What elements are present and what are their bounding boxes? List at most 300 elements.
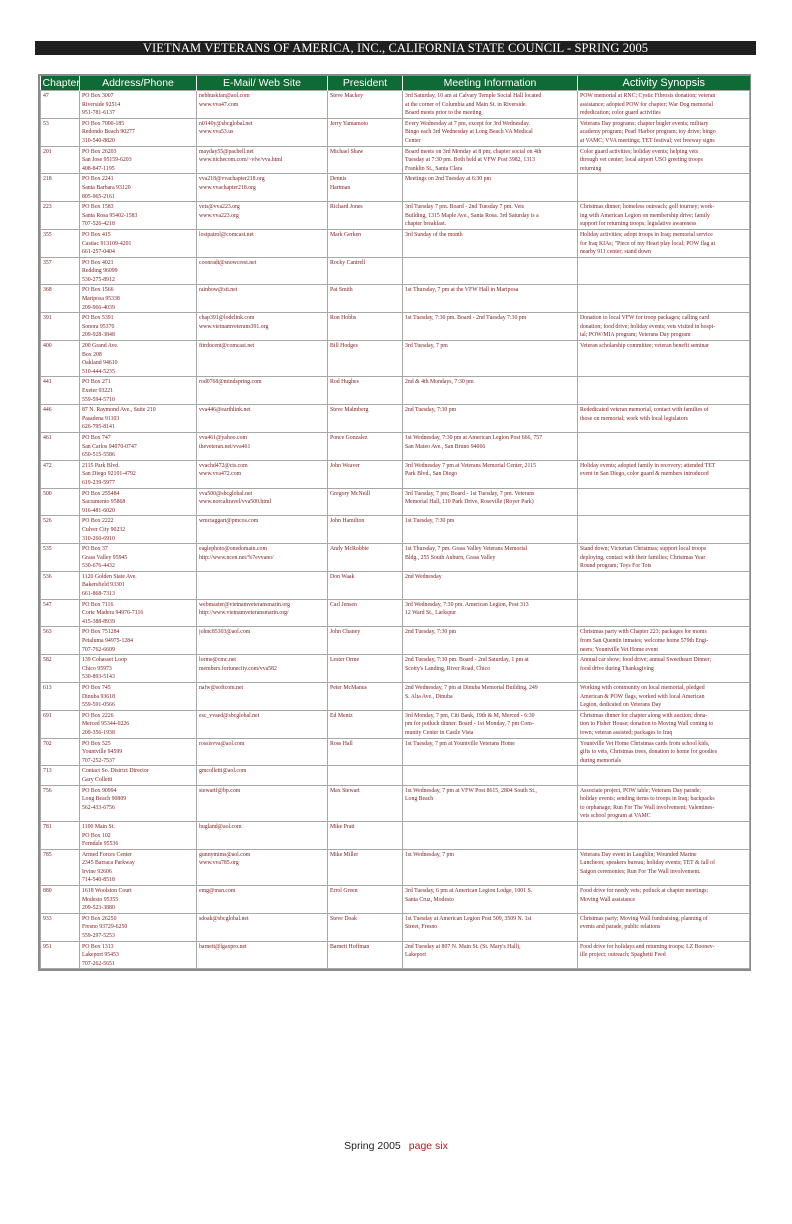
meeting-cell-line: Every Wednesday at 7 pm, except for 3rd Wednesday.	[405, 120, 531, 127]
address-cell-line: PO Box 2241	[82, 176, 114, 183]
email-cell-line: vvachd472@cts.com	[199, 462, 248, 469]
address-cell	[80, 377, 197, 405]
president-cell	[328, 913, 403, 941]
chapter-cell-value: 691	[43, 712, 52, 719]
email-cell-line: www.vva472.com	[199, 471, 242, 478]
president-cell	[328, 683, 403, 711]
email-cell	[197, 229, 328, 257]
address-cell-line: PO Box 525	[82, 740, 111, 747]
table-row	[41, 377, 750, 405]
footer-season: Spring 2005	[344, 1140, 401, 1152]
meeting-cell-line: 3rd Tuesday 7 pm. Board - 2nd Tuesday 7 pm. Vets	[405, 204, 525, 211]
president-cell-line: Steve Malmberg	[330, 407, 369, 414]
address-cell	[80, 785, 197, 821]
email-cell-line: johnc85303@aol.com	[199, 629, 251, 636]
synopsis-cell-line: Stand down; Victorian Christmas; support local troops	[580, 546, 707, 553]
meeting-cell-line: Center	[405, 137, 421, 144]
address-cell-line: PO Box 5391	[82, 315, 114, 322]
address-cell	[80, 655, 197, 683]
synopsis-cell-line: neers; Yountville Vet Home event	[580, 646, 658, 653]
chapter-cell	[41, 488, 80, 516]
synopsis-cell	[578, 285, 750, 313]
president-cell-line: Rod Hughes	[330, 379, 359, 386]
address-cell	[80, 460, 197, 488]
meeting-cell	[403, 174, 578, 202]
address-cell-line: 1100 Main St.	[82, 823, 115, 830]
president-cell-line: Ross Hall	[330, 740, 353, 747]
address-cell	[80, 313, 197, 341]
email-cell-line: sdoak@sbcglobal.net	[199, 915, 249, 922]
meeting-cell	[403, 571, 578, 599]
address-cell	[80, 544, 197, 572]
chapter-cell	[41, 118, 80, 146]
address-cell-line: Petaluma 94975-1284	[82, 638, 134, 645]
address-cell-line: Box 208	[82, 351, 102, 358]
president-cell-line: Steve Mackey	[330, 93, 363, 99]
email-cell-line: vva461@yahoo.com	[199, 434, 247, 441]
address-cell-line: 650-515-5586	[82, 452, 115, 459]
address-cell	[80, 710, 197, 738]
email-cell-line: lostpatrol@comcast.net	[199, 231, 254, 238]
meeting-cell-line: 12 Ward St., Larkspur	[405, 610, 457, 617]
address-cell-line: 87 N. Raymond Ave., Suite 210	[82, 407, 156, 414]
meeting-cell-line: 1st Wednesday, 7:30 pm at American Legion Post 666, 757	[405, 434, 543, 441]
email-cell-line: vva218@vvachapter218.org	[199, 176, 265, 183]
synopsis-cell	[578, 174, 750, 202]
synopsis-cell-line: holiday events; sending items to troops in Iraq; backpacks	[580, 796, 715, 803]
address-cell-line: 310-260-6910	[82, 535, 115, 542]
meeting-cell	[403, 655, 578, 683]
meeting-cell-line: S. Alta Ave., Dinuba	[405, 693, 453, 700]
meeting-cell	[403, 313, 578, 341]
meeting-cell	[403, 683, 578, 711]
president-cell	[328, 488, 403, 516]
address-cell	[80, 202, 197, 230]
meeting-cell	[403, 405, 578, 433]
chapter-cell	[41, 766, 80, 785]
synopsis-cell-line: food drive during Thanksgiving	[580, 665, 654, 672]
president-cell	[328, 821, 403, 849]
synopsis-cell	[578, 849, 750, 885]
synopsis-cell-line: Working with community on local memorial, pledged	[580, 685, 705, 691]
synopsis-cell-line: to orphanage; Run For The Wall involvement; Valentines-	[580, 804, 715, 811]
chapter-cell-value: 933	[43, 915, 52, 922]
synopsis-cell-line: tion to Fisher House; donation to Moving Wall coming to	[580, 721, 714, 728]
meeting-cell-line: 1st Tuesday at American Legion Post 509, 3509 N. 1st	[405, 915, 532, 922]
meeting-cell	[403, 341, 578, 377]
address-cell-line: Grass Valley 95945	[82, 554, 128, 561]
synopsis-cell	[578, 683, 750, 711]
address-cell-line: 510-444-5235	[82, 368, 115, 375]
meeting-cell-line: 1st Thursday, 7 pm at the VFW Hall in Mariposa	[405, 287, 519, 294]
president-cell	[328, 710, 403, 738]
president-cell-line: Dennis	[330, 176, 347, 183]
synopsis-cell-line: Annual car show; food drive; annual Sweetheart Dinner;	[580, 657, 712, 664]
synopsis-cell	[578, 599, 750, 627]
meeting-cell-line: 2nd Tuesday, 7:30 pm	[405, 407, 457, 414]
chapter-cell	[41, 91, 80, 119]
chapter-cell-value: 53	[43, 120, 49, 127]
header-meeting: Meeting Information	[403, 76, 578, 91]
synopsis-cell	[578, 710, 750, 738]
address-cell-line: Irvine 92606	[82, 868, 112, 875]
meeting-cell	[403, 821, 578, 849]
synopsis-cell-line: event in San Diego, color guard & members introduced	[580, 471, 709, 478]
email-cell-line: gunnymims@aol.com	[199, 851, 251, 858]
address-cell-line: PO Box 2222	[82, 518, 114, 525]
address-cell-line: PO Box 37	[82, 546, 108, 553]
address-cell-line: San Carlos 94070-0747	[82, 443, 137, 450]
chapter-cell-value: 781	[43, 823, 52, 830]
meeting-cell	[403, 432, 578, 460]
meeting-cell	[403, 285, 578, 313]
email-cell	[197, 341, 328, 377]
chapter-cell	[41, 257, 80, 285]
meeting-cell	[403, 766, 578, 785]
synopsis-cell-line: during memorials	[580, 757, 622, 764]
meeting-cell-line: 2nd & 4th Mondays, 7:30 pm	[405, 379, 474, 386]
footer-page: page six	[408, 1140, 448, 1152]
synopsis-cell	[578, 257, 750, 285]
synopsis-cell-line: Christmas dinner; homeless outreach; golf tourney; work-	[580, 204, 715, 211]
meeting-cell-line: 3rd Sunday of the month	[405, 231, 463, 238]
meeting-cell-line: Meetings on 2nd Tuesday at 6:30 pm	[405, 176, 491, 183]
address-cell-line: Contact So. District Director	[82, 768, 149, 775]
table-row	[41, 341, 750, 377]
chapter-cell-value: 547	[43, 601, 52, 608]
synopsis-cell	[578, 488, 750, 516]
meeting-cell-line: Board meets prior to the meeting	[405, 110, 482, 117]
address-cell	[80, 627, 197, 655]
synopsis-cell	[578, 432, 750, 460]
email-cell	[197, 766, 328, 785]
president-cell	[328, 229, 403, 257]
email-cell	[197, 91, 328, 119]
table-header-row	[41, 76, 750, 91]
synopsis-cell	[578, 516, 750, 544]
page-banner: VIETNAM VETERANS OF AMERICA, INC., CALIFORNIA STATE COUNCIL - SPRING 2005	[35, 41, 756, 55]
meeting-cell-line: Memorial Hall, 110 Park Drive, Roseville (Royer Park)	[405, 499, 534, 506]
address-cell-line: 626-795-8141	[82, 424, 115, 431]
president-cell	[328, 432, 403, 460]
table-row	[41, 913, 750, 941]
synopsis-cell-line: Christmas dinner for chapter along with auction; dona-	[580, 712, 708, 719]
chapter-cell-value: 500	[43, 490, 52, 497]
synopsis-cell-line: Saigon ceremonies; Run For The Wall involvement.	[580, 868, 701, 875]
synopsis-cell	[578, 229, 750, 257]
address-cell-line: Riverside 92514	[82, 101, 121, 108]
table-row	[41, 229, 750, 257]
meeting-cell	[403, 599, 578, 627]
meeting-cell-line: 3rd Wednesday 7 pm at Veterans Memorial Center, 2115	[405, 462, 537, 469]
address-cell-line: 916-481-6020	[82, 507, 115, 514]
address-cell-line: San Diego 92101-4792	[82, 471, 136, 478]
address-cell	[80, 229, 197, 257]
synopsis-cell	[578, 738, 750, 766]
address-cell-line: 530-676-4432	[82, 563, 115, 570]
chapter-cell	[41, 710, 80, 738]
synopsis-cell-line: academy program; Pearl Harbor program; toy drive; bingo	[580, 129, 716, 136]
email-cell-line: members.fortunecity.com/vva582	[199, 665, 277, 672]
chapter-cell-value: 357	[43, 259, 52, 266]
address-cell-line: 559-591-0566	[82, 702, 115, 709]
address-cell-line: 619-239-5977	[82, 479, 115, 486]
chapter-cell	[41, 821, 80, 849]
synopsis-cell-line: town; veteran assisted; packages to Iraq	[580, 729, 673, 736]
address-cell-line: Dinuba 93618	[82, 693, 116, 700]
address-cell-line: PO Box 26250	[82, 915, 117, 922]
synopsis-cell-line: for Iraq KIAs; "Piece of my Heart play local; POW flag at	[580, 240, 716, 247]
address-cell-line: PO Box 102	[82, 832, 111, 839]
address-cell-line: PO Box 751284	[82, 629, 120, 636]
chapter-cell-value: 526	[43, 518, 52, 525]
address-cell-line: Lakeport 95453	[82, 952, 119, 959]
chapter-cell-value: 472	[43, 462, 52, 469]
table-row	[41, 571, 750, 599]
meeting-cell-line: 2nd Tuesday, 7:30 pm. Board - 2nd Saturday, 1 pm at	[405, 657, 529, 664]
email-cell	[197, 313, 328, 341]
address-cell-line: PO Box 26203	[82, 148, 117, 155]
email-cell-line: stewartf@bp.com	[199, 787, 241, 794]
address-cell-line: PO Box 747	[82, 434, 111, 441]
email-cell-line: fitrdocent@comcast.net	[199, 343, 255, 350]
president-cell	[328, 174, 403, 202]
email-cell-line: vva446@earthlink.net	[199, 407, 251, 414]
address-cell-line: Yountville 94599	[82, 749, 123, 756]
president-cell-line: Steve Doak	[330, 915, 357, 922]
synopsis-cell	[578, 785, 750, 821]
email-cell-line: www.vietnamveterans391.org	[199, 323, 269, 330]
synopsis-cell-line: Associate project, POW table; Veterans Day parade;	[580, 787, 701, 794]
chapter-cell	[41, 738, 80, 766]
address-cell-line: Exeter 93221	[82, 388, 114, 394]
address-cell	[80, 405, 197, 433]
chapter-cell-value: 446	[43, 407, 52, 414]
synopsis-cell-line: Veterans Day event in Laughlin; Wounded Marine	[580, 851, 697, 858]
address-cell-line: Chico 95973	[82, 665, 112, 672]
email-cell-line: vets@vva223.org	[199, 204, 240, 211]
chapter-cell	[41, 432, 80, 460]
address-cell	[80, 683, 197, 711]
chapter-cell	[41, 174, 80, 202]
president-cell-line: Barnett Hoffman	[330, 943, 370, 950]
address-cell-line: Oakland 94610	[82, 360, 118, 367]
email-cell-line: www.norcaltravel/vva500.html	[199, 499, 272, 506]
address-cell-line: PO Box 415	[82, 231, 111, 238]
chapter-cell	[41, 516, 80, 544]
chapter-cell-value: 47	[43, 93, 49, 99]
address-cell-line: 707-262-5651	[82, 960, 115, 967]
synopsis-cell-line: Veteran scholarship committee; veteran benefit seminar	[580, 343, 709, 350]
synopsis-cell-line: ille project; outreach; Spaghetti Feed	[580, 952, 666, 959]
address-cell	[80, 285, 197, 313]
address-cell-line: Bakersfield 93301	[82, 582, 125, 589]
header-address: Address/Phone	[80, 76, 197, 91]
address-cell-line: 1120 Golden State Ave.	[82, 573, 137, 580]
address-cell-line: Sacramento 95868	[82, 499, 126, 506]
table-row	[41, 766, 750, 785]
email-cell-line: chap391@lodelink.com	[199, 315, 255, 322]
address-cell-line: 951-781-6137	[82, 110, 115, 117]
address-cell	[80, 886, 197, 914]
email-cell-line: emg@msn.com	[199, 888, 236, 895]
address-cell-line: 559-297-5253	[82, 933, 115, 940]
meeting-cell-line: 1st Tuesday, 7 pm at Yountville Veterans Home	[405, 740, 515, 747]
email-cell	[197, 432, 328, 460]
table-row	[41, 257, 750, 285]
email-cell-line: nebhuskfan@aol.com	[199, 93, 250, 99]
president-cell-line: Rocky Cantrell	[330, 259, 366, 266]
address-cell	[80, 599, 197, 627]
meeting-cell-line: chapter breakfast.	[405, 221, 447, 228]
chapter-cell	[41, 460, 80, 488]
president-cell	[328, 627, 403, 655]
president-cell-line: Mike Miller	[330, 851, 359, 858]
meeting-cell	[403, 941, 578, 969]
president-cell-line: John Hamilton	[330, 518, 365, 525]
table-row	[41, 174, 750, 202]
synopsis-cell-line: support for returning troops; legislative awareness	[580, 221, 697, 228]
address-cell-line: 562-433-6756	[82, 804, 115, 811]
synopsis-cell	[578, 405, 750, 433]
meeting-cell	[403, 785, 578, 821]
meeting-cell-line: Bldg., 255 South Auburn, Grass Valley	[405, 554, 496, 561]
address-cell-line: Santa Barbara 93120	[82, 184, 131, 191]
address-cell	[80, 432, 197, 460]
synopsis-cell-line: Holiday events; adopted family in recovery; attended TET	[580, 462, 716, 469]
address-cell-line: PO Box 90994	[82, 787, 117, 794]
chapter-cell	[41, 229, 80, 257]
chapter-cell-value: 368	[43, 287, 52, 294]
meeting-cell	[403, 202, 578, 230]
president-cell-line: Andy McRobbie	[330, 546, 369, 553]
chapter-cell-value: 713	[43, 768, 52, 775]
president-cell-line: Carl Jensen	[330, 601, 357, 608]
chapter-cell-value: 441	[43, 379, 52, 386]
email-cell-line: barnett@lgaxpro.net	[199, 943, 247, 950]
chapter-cell-value: 951	[43, 943, 52, 950]
table-row	[41, 821, 750, 849]
table-row	[41, 710, 750, 738]
president-cell	[328, 571, 403, 599]
meeting-cell-line: 1st Tuesday, 7:30 pm. Board - 2nd Tuesday 7:30 pm	[405, 315, 527, 322]
chapter-cell	[41, 785, 80, 821]
synopsis-cell-line: gifts to vets, Christmas trees, donation to home for goodies	[580, 749, 718, 756]
president-cell-line: Gregory McNeill	[330, 490, 371, 497]
chapter-cell	[41, 285, 80, 313]
address-cell	[80, 516, 197, 544]
address-cell-line: 707-526-4218	[82, 221, 115, 228]
chapter-cell	[41, 655, 80, 683]
meeting-cell-line: at the corner of Columbia and Main St. in Riverside.	[405, 101, 527, 108]
synopsis-cell-line: events and parade, public relations	[580, 924, 661, 931]
president-cell	[328, 516, 403, 544]
meeting-cell	[403, 627, 578, 655]
email-cell-line: wmctaggart@pmcos.com	[199, 518, 259, 525]
synopsis-cell-line: Donation to local VFW for troop packages; calling card	[580, 315, 710, 322]
address-cell-line: Armed Forces Center	[82, 851, 132, 858]
header-president: President	[328, 76, 403, 91]
president-cell	[328, 766, 403, 785]
address-cell-line: 415-388-8939	[82, 618, 115, 625]
synopsis-cell-line: at VAMC; VVA meetings; TET festival; vet freeway signs	[580, 137, 715, 144]
email-cell-line: www.vva785.org	[199, 860, 239, 867]
email-cell-line: http://www.vietnamveteransmarin.org/	[199, 610, 289, 617]
chapter-cell-value: 785	[43, 851, 52, 858]
president-cell	[328, 655, 403, 683]
synopsis-cell-line: deploying, contact with their families; Christmas Year	[580, 554, 706, 561]
president-cell	[328, 941, 403, 969]
president-cell	[328, 544, 403, 572]
chapter-cell	[41, 886, 80, 914]
address-cell	[80, 174, 197, 202]
table-row	[41, 118, 750, 146]
table-row	[41, 202, 750, 230]
email-cell	[197, 655, 328, 683]
chapter-cell	[41, 599, 80, 627]
meeting-cell-line: 1st Tuesday, 7:30 pm	[405, 518, 455, 525]
address-cell-line: Castiac 913109-4201	[82, 240, 132, 247]
address-cell-line: San Jose 95159-6203	[82, 157, 132, 164]
meeting-cell	[403, 516, 578, 544]
chapter-cell-value: 756	[43, 787, 52, 794]
president-cell-line: Ron Hobbs	[330, 315, 357, 322]
meeting-cell	[403, 146, 578, 174]
email-cell-line: coonradt@snowcrest.net	[199, 259, 257, 266]
synopsis-cell-line: Round program; Toys For Tots	[580, 563, 652, 570]
meeting-cell-line: Long Beach	[405, 796, 434, 803]
meeting-cell-line: Franklin St., Santa Clara	[405, 165, 463, 172]
address-cell-line: PO Box 1566	[82, 287, 114, 294]
synopsis-cell	[578, 202, 750, 230]
president-cell-line: Peter McManus	[330, 685, 367, 691]
meeting-cell	[403, 257, 578, 285]
synopsis-cell	[578, 941, 750, 969]
address-cell-line: 209-523-3880	[82, 905, 115, 912]
address-cell	[80, 91, 197, 119]
president-cell	[328, 257, 403, 285]
meeting-cell-line: 2nd Wednesday, 7 pm at Dinuba Memorial Building, 249	[405, 685, 538, 691]
meeting-cell-line: 1st Thursday, 7 pm. Grass Valley Veterans Memorial	[405, 546, 528, 553]
address-cell	[80, 146, 197, 174]
president-cell-line: Jerry Yamamoto	[330, 120, 368, 127]
meeting-cell-line: Tuesday at 7:30 pm. Both held at VFW Post 3982, 1313	[405, 157, 536, 164]
meeting-cell-line: San Mateo Ave., San Bruno 94066	[405, 443, 486, 450]
synopsis-cell	[578, 913, 750, 941]
email-cell-line: lorme@cmc.net	[199, 657, 237, 664]
meeting-cell-line: Board meets on 3rd Monday at 8 pm; chapter social on 4th	[405, 148, 542, 155]
president-cell-line: Lester Orme	[330, 657, 360, 664]
email-cell	[197, 146, 328, 174]
synopsis-cell-line: assistance; adopted POW for chapter; War Dog memorial	[580, 101, 714, 108]
email-cell	[197, 941, 328, 969]
email-cell	[197, 710, 328, 738]
address-cell-line: PO Box 3007	[82, 93, 114, 99]
email-cell	[197, 599, 328, 627]
president-cell	[328, 886, 403, 914]
synopsis-cell-line: vets school program at VAMC	[580, 813, 651, 820]
table-row	[41, 941, 750, 969]
synopsis-cell-line: donation; food drive; holiday events; vets visited in hospi-	[580, 323, 716, 330]
chapter-cell	[41, 146, 80, 174]
meeting-cell-line: Scotty's Landing, River Road, Chico	[405, 665, 491, 672]
address-cell-line: 209-356-1938	[82, 729, 115, 736]
meeting-cell	[403, 229, 578, 257]
chapter-cell	[41, 683, 80, 711]
address-cell-line: Ferndale 95536	[82, 841, 119, 848]
chapter-cell	[41, 341, 80, 377]
address-cell-line: 310-540-8820	[82, 137, 115, 144]
